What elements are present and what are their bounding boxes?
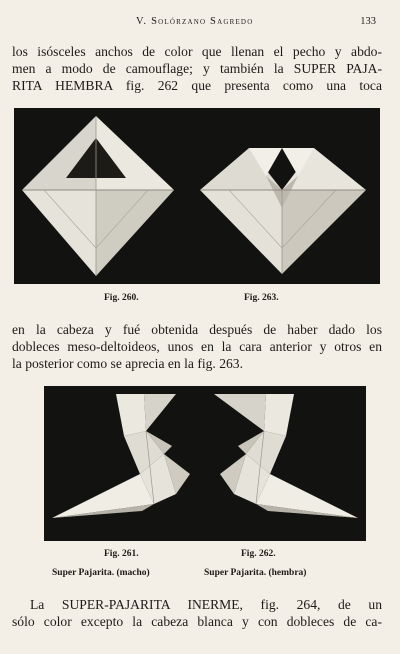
origami-photo-bottom — [44, 386, 366, 541]
text-line: en la cabeza y fué obtenida después de haber dado los — [12, 322, 382, 337]
paragraph-3 — [12, 596, 382, 630]
text-line: La SUPER-PAJARITA INERME, fig. 264, de un — [30, 597, 382, 612]
caption-fig-263: Fig. 263. — [244, 293, 279, 303]
paragraph-2 — [12, 321, 382, 372]
origami-fig-260 — [22, 116, 174, 276]
paragraph-1 — [12, 43, 382, 94]
origami-fig-262 — [214, 394, 358, 518]
origami-fig-261 — [52, 394, 190, 518]
caption-fig-260: Fig. 260. — [104, 293, 139, 303]
text-line: la posterior como se aprecia en la fig. 263. — [12, 356, 244, 371]
origami-fig-263 — [200, 148, 366, 274]
text-line: RITA HEMBRA fig. 262 que presenta como una toca — [12, 78, 382, 93]
subcaption-fig-262: Super Pajarita. (hembra) — [204, 568, 307, 578]
figure-plate-bottom — [44, 386, 366, 541]
subcaption-fig-261: Super Pajarita. (macho) — [52, 568, 150, 578]
text-line: sólo color excepto la cabeza blanca y con dobleces de ca- — [12, 614, 382, 629]
text-line: men a modo de camouflage; y también la SUPER PAJA- — [12, 61, 382, 76]
caption-fig-262: Fig. 262. — [241, 549, 276, 559]
page-number: 133 — [360, 16, 376, 27]
running-head — [0, 16, 400, 30]
origami-photo-top — [14, 108, 380, 284]
running-title: V. Solórzano Sagredo — [136, 16, 254, 27]
caption-fig-261: Fig. 261. — [104, 549, 139, 559]
text-line: dobleces meso-deltoideos, unos en la cara anterior y otros en — [12, 339, 382, 354]
figure-plate-top — [14, 108, 380, 284]
text-line: los isósceles anchos de color que llenan el pecho y abdo- — [12, 44, 382, 59]
